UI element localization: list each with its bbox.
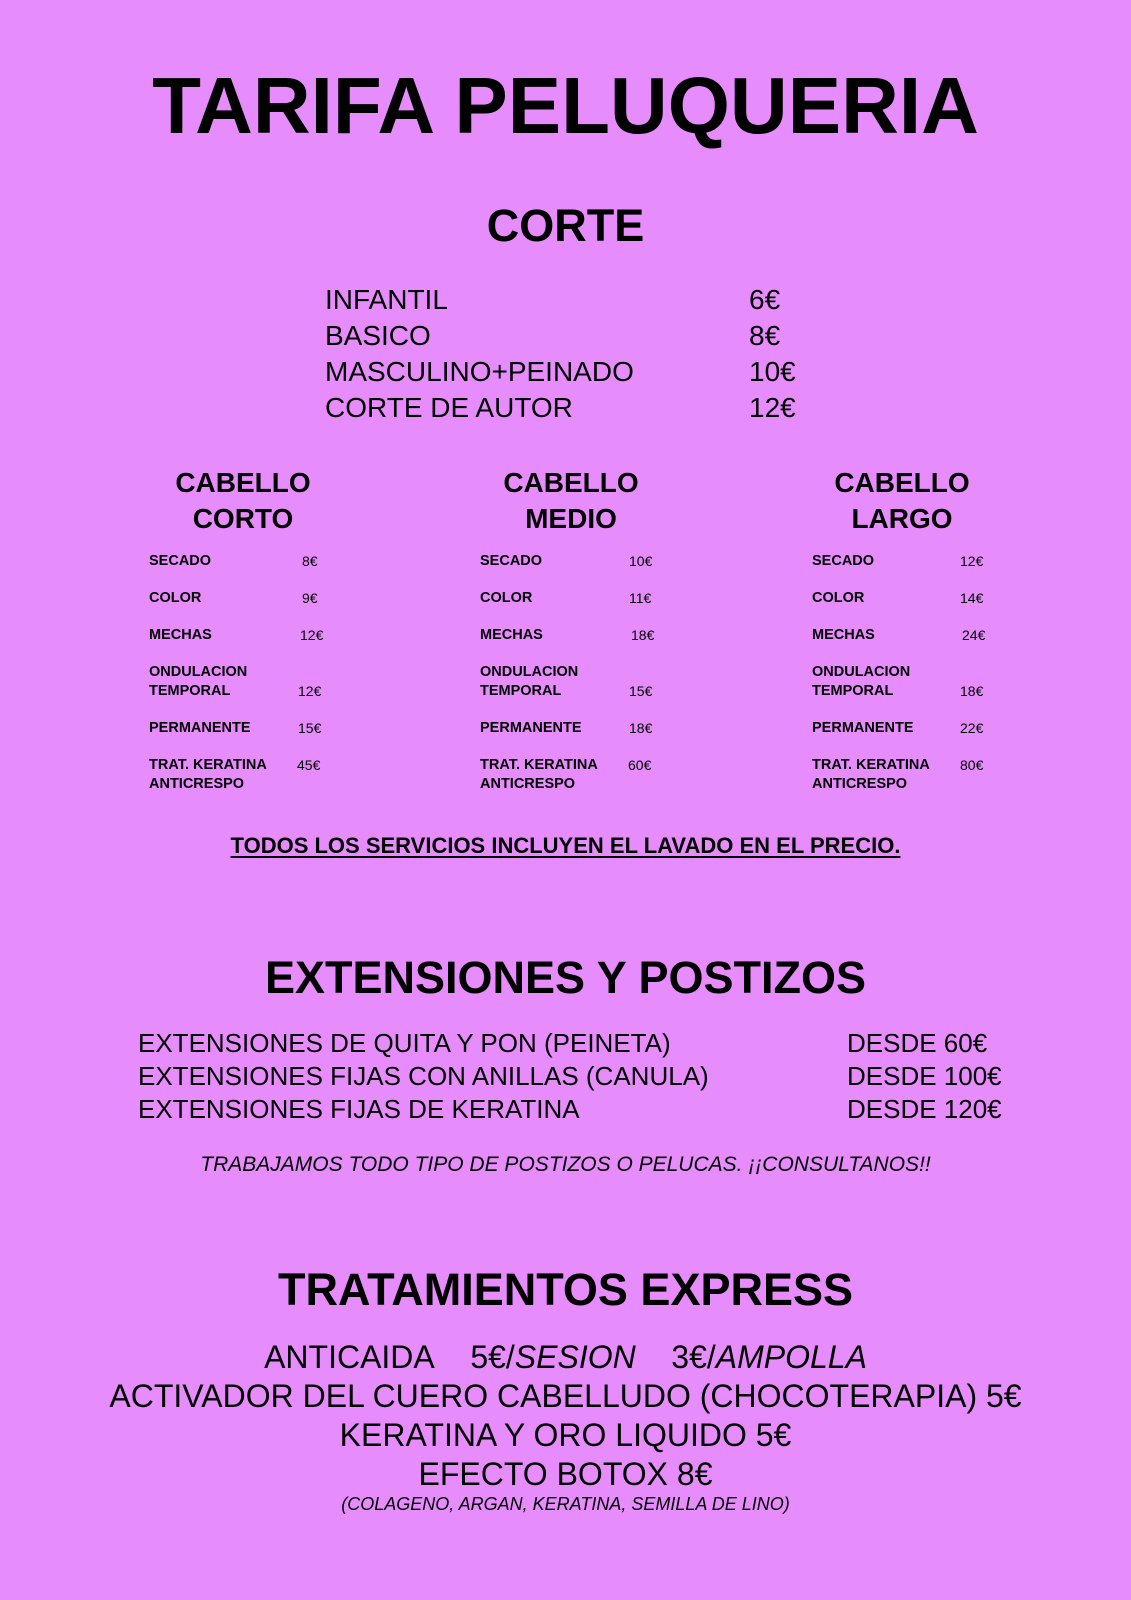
service-name: ONDULACION — [149, 664, 248, 680]
service-item — [812, 719, 1052, 738]
page-title: TARIFA PELUQUERIA — [152, 61, 979, 150]
extension-price: DESDE 60€ — [847, 1028, 988, 1058]
service-name: SECADO — [480, 553, 543, 569]
cabello-medio-title — [451, 465, 691, 537]
service-name-line2: ANTICRESPO — [480, 776, 576, 792]
service-price: 9€ — [302, 590, 318, 606]
service-item — [480, 589, 720, 608]
service-item — [480, 626, 720, 645]
botox-footnote: (COLAGENO, ARGAN, KERATINA, SEMILLA DE LINO) — [341, 1494, 790, 1514]
tratamiento-line: EFECTO BOTOX 8€ — [418, 1456, 713, 1492]
tratamientos-heading: TRATAMIENTOS EXPRESS — [277, 1264, 854, 1315]
service-price: 12€ — [298, 683, 322, 699]
service-name: ONDULACION — [812, 664, 911, 680]
service-item — [812, 589, 1052, 608]
corte-item-price: 6€ — [749, 284, 781, 315]
service-name-line2: ANTICRESPO — [812, 776, 908, 792]
anticaida-price-ampolla: 3€/ — [671, 1339, 716, 1375]
service-name-line2: ANTICRESPO — [149, 776, 245, 792]
cabello-title-line: MEDIO — [525, 503, 617, 534]
extension-price: DESDE 120€ — [847, 1094, 1002, 1124]
corte-item-name: INFANTIL — [325, 284, 448, 315]
service-price: 10€ — [629, 553, 653, 569]
extension-item — [138, 1027, 1018, 1060]
corte-item-price: 8€ — [749, 320, 781, 351]
service-price: 8€ — [302, 553, 318, 569]
service-item — [812, 663, 1052, 701]
anticaida-line — [0, 1337, 1131, 1377]
corte-item — [325, 282, 805, 318]
service-name: TRAT. KERATINA — [149, 757, 267, 773]
service-item — [149, 589, 389, 608]
postizos-note: TRABAJAMOS TODO TIPO DE POSTIZOS O PELUCAS. ¡¡CONSULTANOS!! — [200, 1153, 931, 1176]
service-price: 18€ — [631, 627, 655, 643]
cabello-largo-title — [782, 465, 1022, 537]
service-item — [149, 719, 389, 738]
tratamiento-line: KERATINA Y ORO LIQUIDO 5€ — [339, 1417, 792, 1453]
service-price: 15€ — [298, 720, 322, 736]
service-item — [812, 626, 1052, 645]
service-item — [480, 756, 720, 794]
service-item — [149, 756, 389, 794]
service-name: MECHAS — [149, 627, 212, 643]
service-name-line2: TEMPORAL — [480, 683, 562, 699]
service-item — [149, 626, 389, 645]
service-price: 24€ — [962, 627, 986, 643]
service-price: 12€ — [960, 553, 984, 569]
service-name: SECADO — [812, 553, 875, 569]
cabello-title-line: CABELLO — [503, 467, 639, 498]
service-item — [149, 552, 389, 571]
service-name: MECHAS — [812, 627, 875, 643]
service-name: ONDULACION — [480, 664, 579, 680]
tratamiento-line: ACTIVADOR DEL CUERO CABELLUDO (CHOCOTERAPIA) 5€ — [109, 1378, 1022, 1414]
service-name: TRAT. KERATINA — [812, 757, 930, 773]
service-name: COLOR — [812, 590, 865, 606]
service-item — [149, 663, 389, 701]
extension-price: DESDE 100€ — [847, 1061, 1002, 1091]
service-price: 15€ — [629, 683, 653, 699]
corte-item — [325, 354, 805, 390]
lavado-note — [0, 832, 1131, 860]
service-price: 12€ — [300, 627, 324, 643]
service-name: MECHAS — [480, 627, 543, 643]
service-name: PERMANENTE — [812, 720, 914, 736]
service-name: TRAT. KERATINA — [480, 757, 598, 773]
service-price: 22€ — [960, 720, 984, 736]
service-name: PERMANENTE — [480, 720, 582, 736]
service-name: PERMANENTE — [149, 720, 251, 736]
extension-item — [138, 1093, 1018, 1126]
extension-name: EXTENSIONES FIJAS DE KERATINA — [138, 1094, 580, 1124]
anticaida-name: ANTICAIDA — [264, 1339, 435, 1375]
anticaida-price-sesion: 5€/ — [470, 1339, 515, 1375]
lavado-note-text: TODOS LOS SERVICIOS INCLUYEN EL LAVADO EN EL PRECIO. — [230, 833, 901, 858]
corte-item — [325, 318, 805, 354]
service-name: COLOR — [480, 590, 533, 606]
cabello-title-line: CORTO — [192, 503, 294, 534]
anticaida-unit-ampolla: AMPOLLA — [715, 1339, 867, 1375]
service-name: SECADO — [149, 553, 212, 569]
corte-heading: CORTE — [486, 200, 645, 251]
service-item — [480, 552, 720, 571]
extension-name: EXTENSIONES DE QUITA Y PON (PEINETA) — [138, 1028, 671, 1058]
extension-item — [138, 1060, 1018, 1093]
corte-item — [325, 390, 805, 426]
cabello-title-line: LARGO — [851, 503, 953, 534]
extensiones-heading: EXTENSIONES Y POSTIZOS — [265, 952, 866, 1003]
extension-name: EXTENSIONES FIJAS CON ANILLAS (CANULA) — [138, 1061, 709, 1091]
service-name: COLOR — [149, 590, 202, 606]
corte-item-price: 12€ — [749, 392, 796, 423]
service-item — [480, 663, 720, 701]
cabello-title-line: CABELLO — [175, 467, 311, 498]
cabello-title-line: CABELLO — [834, 467, 970, 498]
service-price: 18€ — [629, 720, 653, 736]
service-price: 18€ — [960, 683, 984, 699]
service-item — [812, 552, 1052, 571]
cabello-corto-title — [123, 465, 363, 537]
service-name-line2: TEMPORAL — [149, 683, 231, 699]
service-price: 14€ — [960, 590, 984, 606]
service-price: 80€ — [960, 757, 984, 773]
service-item — [480, 719, 720, 738]
service-price: 45€ — [297, 757, 321, 773]
service-name-line2: TEMPORAL — [812, 683, 894, 699]
service-price: 11€ — [629, 590, 652, 606]
corte-item-price: 10€ — [749, 356, 796, 387]
corte-item-name: CORTE DE AUTOR — [325, 392, 573, 423]
corte-item-name: MASCULINO+PEINADO — [325, 356, 634, 387]
corte-item-name: BASICO — [325, 320, 431, 351]
anticaida-unit-sesion: SESION — [514, 1339, 636, 1375]
service-item — [812, 756, 1052, 794]
service-price: 60€ — [628, 757, 652, 773]
